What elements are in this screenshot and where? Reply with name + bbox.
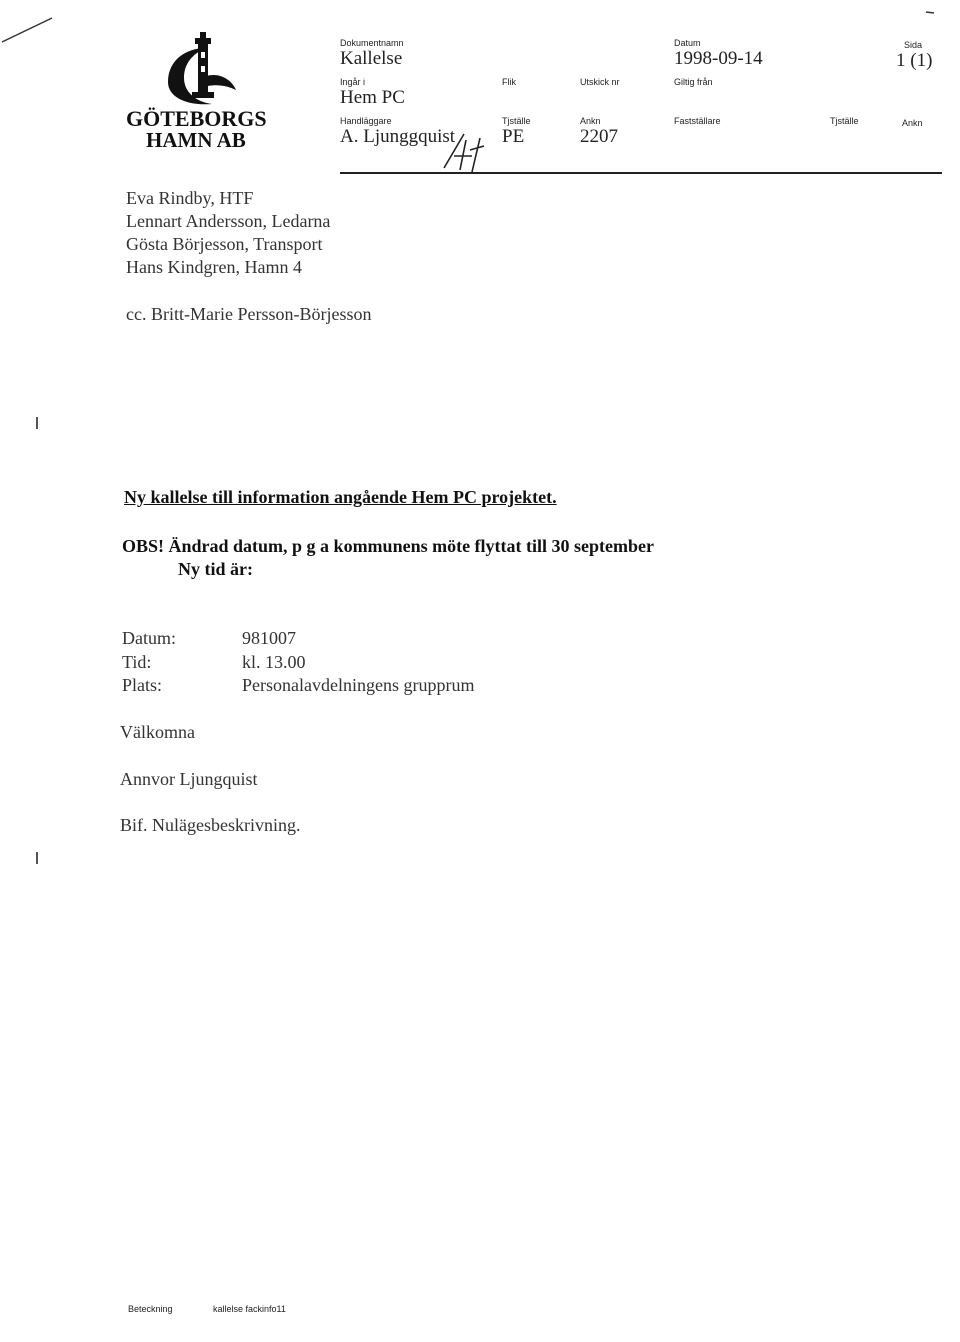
new-time-heading: Ny tid är: xyxy=(178,559,253,579)
ingar-value: Hem PC xyxy=(340,87,405,108)
sida-value: 1 (1) xyxy=(896,50,933,71)
enclosure-line: Bif. Nulägesbeskrivning. xyxy=(120,815,301,835)
handwritten-initials xyxy=(440,128,488,178)
faststallare-label: Fastställare xyxy=(674,116,721,126)
beteckning-value: kallelse fackinfo11 xyxy=(213,1304,286,1314)
detail-value: 981007 xyxy=(242,628,296,648)
subject-line: Ny kallelse till information angående Hem PC projektet. xyxy=(124,487,557,507)
ingar-label: Ingår i xyxy=(340,77,366,87)
margin-mark xyxy=(36,417,38,429)
recipient-item: Lennart Andersson, Ledarna xyxy=(126,211,331,231)
detail-value: Personalavdelningens grupprum xyxy=(242,675,475,695)
datum-value: 1998-09-14 xyxy=(674,48,763,69)
scan-mark-stroke xyxy=(0,0,70,50)
ankn2-label: Ankn xyxy=(902,118,923,128)
handlaggare-value: A. Ljunggquist xyxy=(340,126,456,147)
detail-value: kl. 13.00 xyxy=(242,652,306,672)
dokumentnamn-label: Dokumentnamn xyxy=(340,38,404,48)
giltig-label: Giltig från xyxy=(674,77,713,87)
sida-label: Sida xyxy=(904,40,923,50)
utskick-label: Utskick nr xyxy=(580,77,620,87)
dokumentnamn-value: Kallelse xyxy=(340,48,403,69)
closing-greeting: Välkomna xyxy=(120,722,195,742)
lighthouse-logo-icon xyxy=(162,30,242,110)
detail-label: Tid: xyxy=(122,652,152,672)
tjstalle-label: Tjställe xyxy=(502,116,531,126)
beteckning-label: Beteckning xyxy=(128,1304,173,1314)
margin-mark xyxy=(36,852,38,864)
tjstalle-value: PE xyxy=(502,126,525,147)
handlaggare-label: Handläggare xyxy=(340,116,392,126)
detail-label: Plats: xyxy=(122,675,163,695)
recipient-item: Gösta Börjesson, Transport xyxy=(126,234,323,254)
logo-line1: GÖTEBORGS xyxy=(126,106,267,131)
sender-name: Annvor Ljungquist xyxy=(120,769,258,789)
tjstalle2-label: Tjställe xyxy=(830,116,859,126)
scan-mark-tick xyxy=(924,6,936,18)
datum-label: Datum xyxy=(674,38,701,48)
cc-line: cc. Britt-Marie Persson-Börjesson xyxy=(126,304,372,324)
flik-label: Flik xyxy=(502,77,516,87)
recipient-item: Eva Rindby, HTF xyxy=(126,188,254,208)
recipient-item: Hans Kindgren, Hamn 4 xyxy=(126,257,302,277)
header-rule xyxy=(340,172,942,174)
obs-line: OBS! Ändrad datum, p g a kommunens möte flyttat till 30 september xyxy=(122,536,655,556)
logo-line2: HAMN AB xyxy=(146,128,246,152)
ankn-value: 2207 xyxy=(580,126,618,147)
ankn-label: Ankn xyxy=(580,116,601,126)
detail-label: Datum: xyxy=(122,628,176,648)
